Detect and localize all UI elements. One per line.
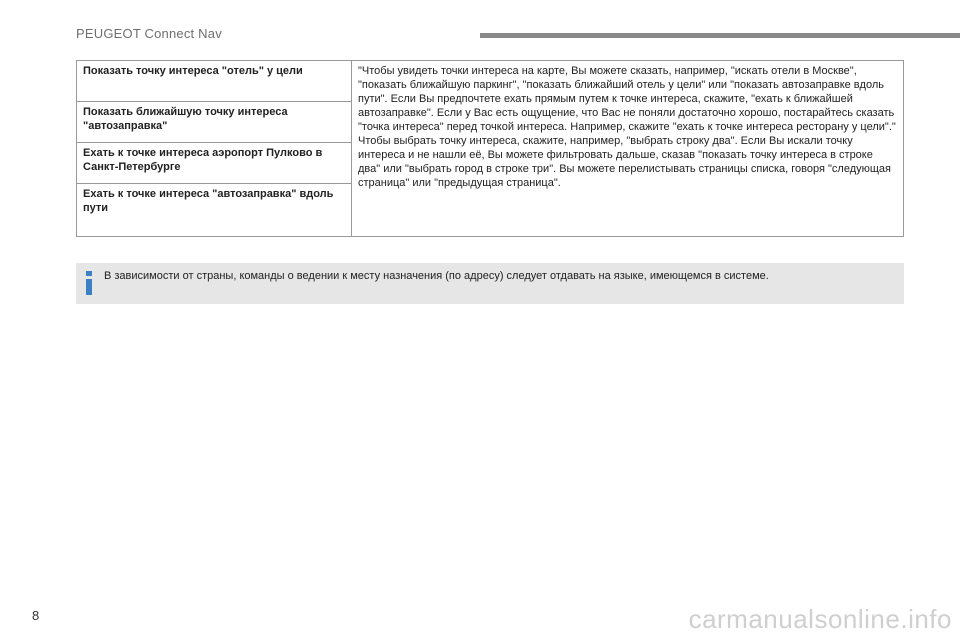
- command-cell: Показать ближайшую точку интереса "автозаправка": [77, 102, 352, 143]
- command-cell: Ехать к точке интереса "автозаправка" вдоль пути: [77, 184, 352, 237]
- watermark: carmanualsonline.info: [688, 604, 952, 634]
- header-title: PEUGEOT Connect Nav: [76, 26, 222, 41]
- page-number: 8: [32, 608, 40, 623]
- info-note: [76, 263, 904, 304]
- info-text: В зависимости от страны, команды о ведении к месту назначения (по адресу) следует отдавать на языке, имеющемся в системе.: [104, 270, 769, 282]
- header-bar: [480, 33, 960, 38]
- description-cell: [352, 61, 904, 237]
- voice-commands-table: [76, 60, 904, 237]
- table-row: [77, 61, 904, 102]
- description-paragraph: "Чтобы увидеть точки интереса на карте, Вы можете сказать, например, "искать отели в Москве", "показать ближайшую паркинг", "показать ближайший отель у цели" или "показать автозаправке вдоль пути". Если Вы предпочтете ехать прямым путем к точке интереса, скажите, "ехать к ближайшей автозаправке". Если у Вас есть ощущение, что Вас не поняли достаточно хорошо, постарайтесь сказать "точка интереса" перед точкой интереса. Например, скажите "ехать к точке интереса ресторану у цели".": [358, 65, 896, 133]
- description-paragraph: Чтобы выбрать точку интереса, скажите, например, "выбрать строку два". Если Вы искали точку интереса и не нашли её, Вы можете фильтровать дальше, сказав "показать точку интереса в строке два" или "выбрать город в строке три". Вы можете перелистывать страницы списка, говоря "следующая страница" или "предыдущая страница".: [358, 135, 892, 189]
- command-cell: Показать точку интереса "отель" у цели: [77, 61, 352, 102]
- command-cell: Ехать к точке интереса аэропорт Пулково в Санкт-Петербурге: [77, 143, 352, 184]
- info-icon: [84, 271, 94, 295]
